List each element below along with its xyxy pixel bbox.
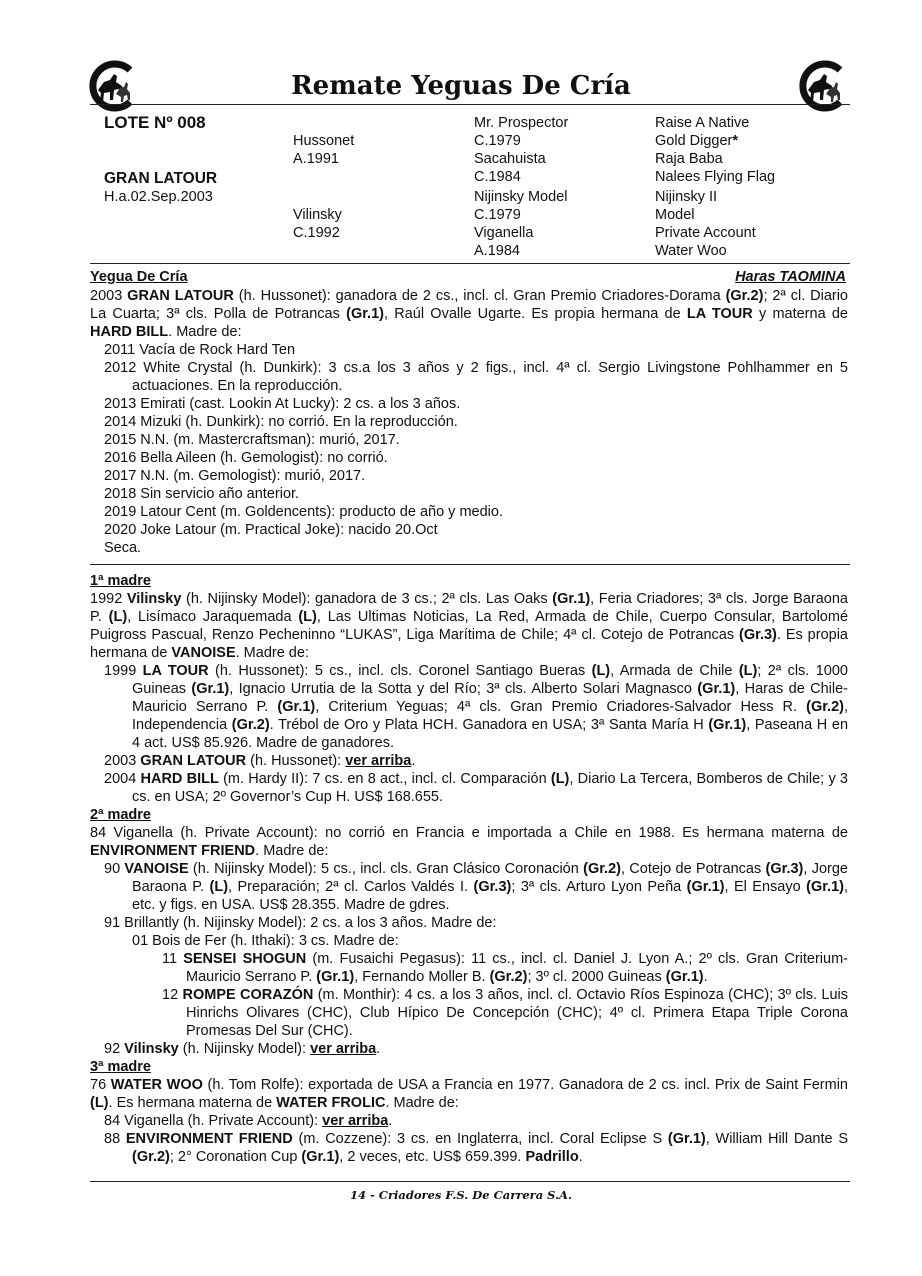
produce-item: 2004 HARD BILL (m. Hardy II): 7 cs. en 8 act., incl. cl. Comparación (L), Diario La Tercera, Bomberos de Chile; y 3 cs. en USA; 2º Governor’s Cup H. US$ 168.655. <box>104 771 848 805</box>
dam-name: Vilinsky <box>293 207 342 223</box>
produce-item: 2014 Mizuki (h. Dunkirk): no corrió. En la reproducción. <box>104 414 458 430</box>
great-grandparent: Nijinsky II <box>655 189 718 205</box>
sire-year: A.1991 <box>293 151 339 167</box>
produce-item: 84 Viganella (h. Private Account): ver arriba. <box>104 1113 393 1129</box>
grandparent-name: Sacahuista <box>474 151 546 167</box>
produce-item: 11 SENSEI SHOGUN (m. Fusaichi Pegasus): 11 cs., incl. cl. Daniel J. Lyon A.; 2º cls. Gran Criterium-Mauricio Serrano P. (Gr.1), Fernando Moller B. (Gr.2); 3º cl. 2000 Guineas (Gr.1). <box>162 951 848 985</box>
first-dam-summary: 1992 Vilinsky (h. Nijinsky Model): ganadora de 3 cs.; 2ª cls. Las Oaks (Gr.1), Feria Criadores; 3ª cls. Jorge Baraona P. (L), Lisímaco Jaraquemada (L), Las Ultimas Noticias, La Red, Armada de Chile, Cuerpo Consular, Bartolomé Puigross Pascual, Renzo Pecheninno “LUKAS”, Liga Marítima de Chile; 4ª cl. Cotejo de Potrancas (Gr.3). Es propia hermana de VANOISE. Madre de: <box>90 591 849 661</box>
section-label: Yegua De Cría <box>90 269 188 285</box>
grandparent-year: C.1979 <box>474 133 521 149</box>
footer-divider <box>90 1181 850 1182</box>
great-grandparent: Gold Digger* <box>655 133 739 149</box>
grandparent-year: C.1979 <box>474 207 521 223</box>
produce-item: 2019 Latour Cent (m. Goldencents): producto de año y medio. <box>104 504 503 520</box>
great-grandparent: Nalees Flying Flag <box>655 169 776 185</box>
lot-number: LOTE Nº 008 <box>104 113 206 132</box>
grandparent-year: A.1984 <box>474 243 520 259</box>
horse-name: GRAN LATOUR <box>104 170 218 187</box>
produce-item: 92 Vilinsky (h. Nijinsky Model): ver arriba. <box>104 1041 381 1057</box>
produce-item: 2017 N.N. (m. Gemologist): murió, 2017. <box>104 468 366 484</box>
page-title: Remate Yeguas De Cría <box>291 71 631 101</box>
third-dam-heading: 3ª madre <box>90 1059 151 1075</box>
dam-year: C.1992 <box>293 225 340 241</box>
header-divider <box>90 104 850 105</box>
great-grandparent: Raise A Native <box>655 115 750 131</box>
produce-item: 91 Brillantly (h. Nijinsky Model): 2 cs. a los 3 años. Madre de: <box>104 915 497 931</box>
produce-item: 88 ENVIRONMENT FRIEND (m. Cozzene): 3 cs. en Inglaterra, incl. Coral Eclipse S (Gr.1), William Hill Dante S (Gr.2); 2° Coronation Cup (Gr.1), 2 veces, etc. US$ 659.399. Padrillo. <box>104 1131 848 1165</box>
produce-item: 2018 Sin servicio año anterior. <box>104 486 300 502</box>
produce-record <box>90 287 848 557</box>
grandparent-year: C.1984 <box>474 169 521 185</box>
produce-item: 2020 Joke Latour (m. Practical Joke): nacido 20.Oct <box>104 522 438 538</box>
produce-item: 12 ROMPE CORAZÓN (m. Monthir): 4 cs. a los 3 años, incl. cl. Octavio Ríos Espinoza (CHC); 3º cls. Luis Hinrichs Olivares (CHC), Club Hípico De Concepción (CHC); 4º cl. Primera Etapa Triple Corona Promesas Del Sur (CHC). <box>162 987 849 1039</box>
horse-info: H.a.02.Sep.2003 <box>104 189 213 205</box>
great-grandparent: Raja Baba <box>655 151 723 167</box>
produce-item: Seca. <box>104 540 142 556</box>
great-grandparent: Model <box>655 207 695 223</box>
great-grandparent: Water Woo <box>655 243 727 259</box>
page-footer: 14 - Criadores F.S. De Carrera S.A. <box>350 1188 572 1202</box>
asterisk-mark: * <box>732 133 739 149</box>
grandparent-name: Nijinsky Model <box>474 189 568 205</box>
produce-item: 2016 Bella Aileen (h. Gemologist): no corrió. <box>104 450 388 466</box>
produce-item: 1999 LA TOUR (h. Hussonet): 5 cs., incl. cls. Coronel Santiago Bueras (L), Armada de Chile (L); 2ª cls. 1000 Guineas (Gr.1), Ignacio Urrutia de la Sotta y del Río; 3ª cls. Alberto Solari Magnasco (Gr.1), Haras de Chile-Mauricio Serrano P. (Gr.1), Criterium Yeguas; 4ª cls. Gran Premio Criadores-Salvador Hess R. (Gr.2), Independencia (Gr.2). Trébol de Oro y Plata HCH. Ganadora en USA; 3ª Santa María H (Gr.1), Paseana H en 4 act. US$ 85.926. Madre de ganadores. <box>104 663 849 751</box>
produce-item: 2012 White Crystal (h. Dunkirk): 3 cs.a los 3 años y 2 figs., incl. 4ª cl. Sergio Livingstone Pohlhammer en 5 actuaciones. En la reproducción. <box>104 360 848 394</box>
produce-item: 90 VANOISE (h. Nijinsky Model): 5 cs., incl. cls. Gran Clásico Coronación (Gr.2), Cotejo de Potrancas (Gr.3), Jorge Baraona P. (L), Preparación; 2ª cl. Carlos Valdés I. (Gr.3); 3ª cls. Arturo Lyon Peña (Gr.1), El Ensayo (Gr.1), etc. y figs. en USA. US$ 28.355. Madre de gdres. <box>104 861 849 913</box>
great-grandparent: Private Account <box>655 225 756 241</box>
sire-name: Hussonet <box>293 133 355 149</box>
produce-item: 2003 GRAN LATOUR (h. Hussonet): ver arriba. <box>104 753 416 769</box>
mare-summary: 2003 GRAN LATOUR (h. Hussonet): ganadora de 2 cs., incl. cl. Gran Premio Criadores-Dorama (Gr.2); 2ª cl. Diario La Cuarta; 3ª cls. Polla de Potrancas (Gr.1), Raúl Ovalle Ugarte. Es propia hermana de LA TOUR y materna de HARD BILL. Madre de: <box>90 288 848 340</box>
second-dam-summary: 84 Viganella (h. Private Account): no corrió en Francia e importada a Chile en 1988. Es hermana materna de ENVIRONMENT FRIEND. Madre de: <box>90 825 848 859</box>
section-header <box>90 268 850 287</box>
grandparent-name: Mr. Prospector <box>474 115 569 131</box>
produce-item: 2011 Vacía de Rock Hard Ten <box>104 342 296 358</box>
pedigree-divider <box>90 263 850 264</box>
produce-item: 2015 N.N. (m. Mastercraftsman): murió, 2017. <box>104 432 400 448</box>
first-dam-heading: 1ª madre <box>90 573 151 589</box>
produce-item: 01 Bois de Fer (h. Ithaki): 3 cs. Madre de: <box>132 933 399 949</box>
dam-line <box>90 572 848 1166</box>
second-dam-heading: 2ª madre <box>90 807 151 823</box>
record-divider <box>90 564 850 565</box>
breeder-name: Haras TAOMINA <box>735 269 846 285</box>
third-dam-summary: 76 WATER WOO (h. Tom Rolfe): exportada de USA a Francia en 1977. Ganadora de 2 cs. incl. Prix de Saint Fermin (L). Es hermana materna de WATER FROLIC. Madre de: <box>90 1077 848 1111</box>
produce-item: 2013 Emirati (cast. Lookin At Lucky): 2 cs. a los 3 años. <box>104 396 461 412</box>
grandparent-name: Viganella <box>474 225 534 241</box>
